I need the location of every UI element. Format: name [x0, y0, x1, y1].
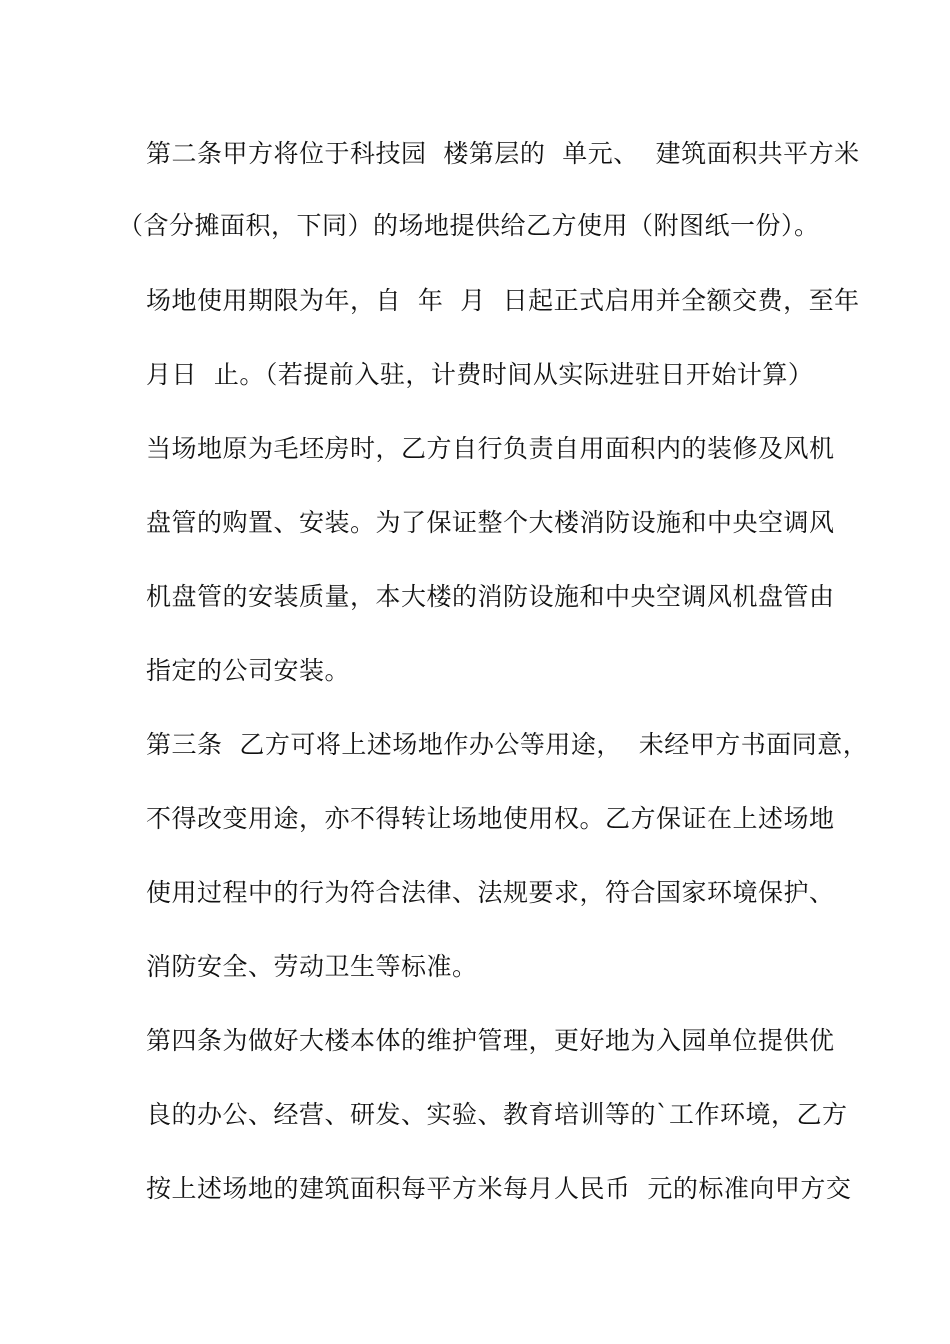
text-line: （含分摊面积，下同）的场地提供给乙方使用（附图纸一份）。	[118, 211, 820, 240]
text-line: 不得改变用途，亦不得转让场地使用权。乙方保证在上述场地	[146, 804, 835, 833]
text-line: 按上述场地的建筑面积每平方米每月人民币 元的标准向甲方交	[146, 1174, 852, 1203]
text-line: 良的办公、经营、研发、实验、教育培训等的`工作环境，乙方	[146, 1100, 848, 1129]
text-line: 盘管的购置、安装。为了保证整个大楼消防设施和中央空调风	[146, 508, 835, 537]
text-line: 月日 止。（若提前入驻，计费时间从实际进驻日开始计算）	[146, 360, 814, 389]
text-line: 指定的公司安装。	[146, 656, 351, 685]
text-line: 场地使用期限为年，自 年 月 日起正式启用并全额交费，至年	[146, 286, 860, 315]
text-line: 第二条甲方将位于科技园 楼第层的 单元、 建筑面积共平方米	[146, 139, 860, 168]
text-line: 第三条 乙方可将上述场地作办公等用途， 未经甲方书面同意，	[146, 730, 869, 759]
text-line: 消防安全、劳动卫生等标准。	[146, 952, 478, 981]
text-line: 使用过程中的行为符合法律、法规要求，符合国家环境保护、	[146, 878, 835, 907]
text-line: 当场地原为毛坯房时，乙方自行负责自用面积内的装修及风机	[146, 434, 835, 463]
text-line: 机盘管的安装质量，本大楼的消防设施和中央空调风机盘管由	[146, 582, 835, 611]
text-line: 第四条为做好大楼本体的维护管理，更好地为入园单位提供优	[146, 1026, 835, 1055]
